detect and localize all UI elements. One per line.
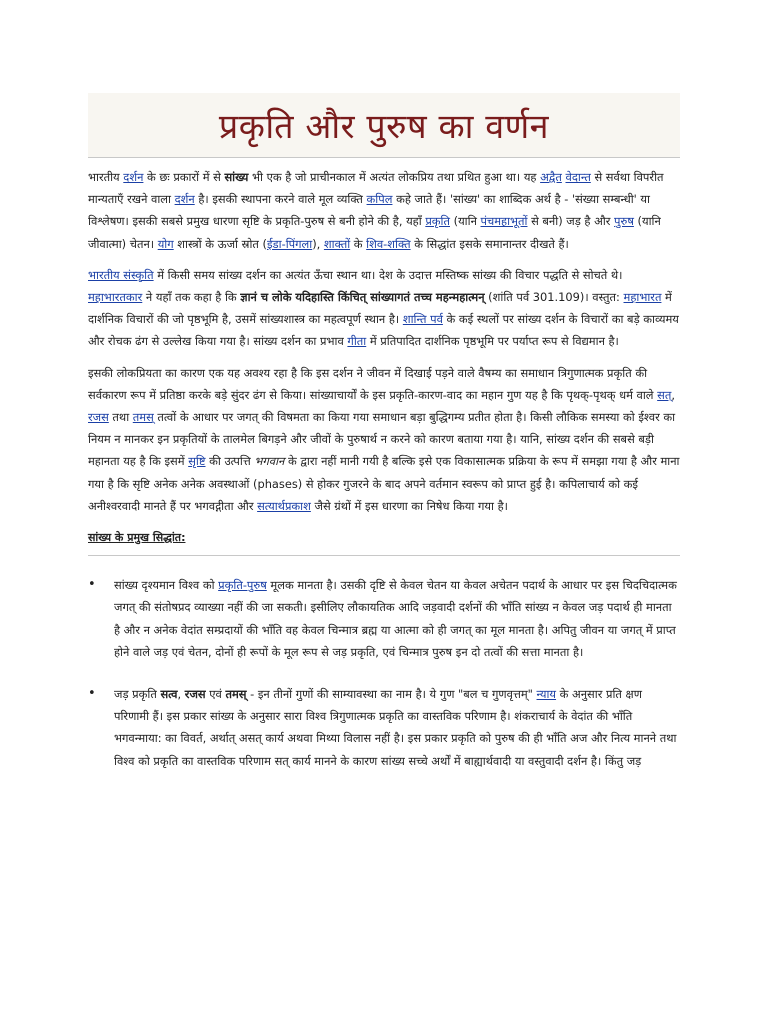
link-advait[interactable]: अद्वैत bbox=[540, 170, 562, 184]
paragraph-popularity bbox=[88, 362, 680, 517]
section-heading: सांख्य के प्रमुख सिद्धांत: bbox=[88, 527, 680, 556]
link-prakriti-purush[interactable]: प्रकृति-पुरुष bbox=[218, 578, 267, 593]
text: के द्वारा नहीं मानी गयी है बल्कि इसे एक विकासात्मक प्रक्रिया के रूप में समझा गया है और माना गया है कि सृष्टि अनेक अनेक अवस्थाओं (phases) से होकर गुजरने के बाद अपने वर्तमान स्वरूप को प्राप्त हुई है। कपिलाचार्य को कई अनीश्वरवादी मानते हैं पर भगवद्गीता और bbox=[88, 454, 680, 513]
text: के अनुसार प्रति क्षण परिणामी हैं। इस प्रकार सांख्य के अनुसार सारा विश्व त्रिगुणात्मक प्रकृति का वास्तविक परिणाम है। शंकराचार्य के वेदांत की भाँति भगवन्माया: का विवर्त, अर्थात् असत् कार्य अथवा मिथ्या विलास नहीं है। इस प्रकार प्रकृति को पुरुष की ही भाँति अज और नित्य मानने तथा विश्व को प्रकृति का वास्तविक परिणाम सत् कार्य मानने के कारण सांख्य सच्चे अर्थों में बाह्यार्थवादी या वस्तुवादी दर्शन है। किंतु जड़ bbox=[114, 687, 677, 768]
link-mahabharatkar[interactable]: महाभारतकार bbox=[88, 290, 143, 305]
text: के bbox=[350, 236, 367, 251]
link-vedant[interactable]: वेदान्त bbox=[565, 170, 591, 184]
text: में प्रतिपादित दार्शनिक पृष्ठभूमि पर पर्याप्त रूप से विद्यमान है। bbox=[366, 334, 619, 349]
link-prakriti[interactable]: प्रकृति bbox=[425, 214, 450, 229]
text: (यानि bbox=[450, 214, 481, 229]
link-yog[interactable]: योग bbox=[157, 236, 174, 251]
list-item bbox=[88, 574, 680, 663]
text: (यानि जीवात्मा) चेतन। bbox=[88, 214, 661, 251]
bold-sankhya: सांख्य bbox=[224, 170, 249, 184]
link-darshan-2[interactable]: दर्शन bbox=[174, 192, 195, 207]
text: तत्वों के आधार पर जगत् की विषमता का किया गया समाधान बड़ा बुद्धिगम्य प्रतीत होता है। किसी लौकिक समस्या को ईश्वर का नियम न मानकर इन प्रकृतियों के तालमेल बिगड़ने और जीवों के पुरुषार्थ न करने को कारण बताया गया है। यानि, सांख्य दर्शन की सबसे बड़ी महानता यह है कि इसमें bbox=[88, 410, 676, 469]
link-tamas[interactable]: तमस् bbox=[132, 410, 154, 425]
text: से सर्वथा विपरीत मान्यताएँ रखने वाला bbox=[88, 170, 664, 207]
text: (शांति पर्व 301.109)। वस्तुत: bbox=[484, 290, 624, 305]
paragraph-culture bbox=[88, 264, 680, 353]
text: , bbox=[671, 387, 675, 402]
link-sat[interactable]: सत् bbox=[657, 387, 672, 402]
text: सांख्य दृश्यमान विश्व को bbox=[114, 578, 219, 593]
text: इसकी लोकप्रियता का कारण एक यह अवश्य रहा है कि इस दर्शन ने जीवन में दिखाई पड़ने वाले वैषम्य का समाधान त्रिगुणात्मक प्रकृति की सर्वकारण रूप में प्रतिष्ठा करके बड़े सुंदर ढंग से किया। सांख्याचार्यों के इस प्रकृति-कारण-वाद का महान गुण यह है कि पृथक्-पृथक् धर्म वाले bbox=[88, 365, 658, 402]
paragraph-intro bbox=[88, 166, 680, 255]
link-shiv-shakti[interactable]: शिव-शक्ति bbox=[366, 236, 411, 251]
link-darshan[interactable]: दर्शन bbox=[123, 170, 144, 184]
text: के सिद्धांत इसके समानान्तर दीखते हैं। bbox=[410, 236, 569, 251]
link-rajas[interactable]: रजस bbox=[88, 410, 109, 425]
link-ida-pingala[interactable]: ईडा-पिंगला bbox=[266, 236, 313, 251]
bullet-icon: • bbox=[88, 686, 96, 702]
text: है। इसकी स्थापना करने वाले मूल व्यक्ति bbox=[194, 192, 367, 207]
text: ), bbox=[312, 236, 324, 251]
link-shanti-parv[interactable]: शान्ति पर्व bbox=[402, 312, 443, 327]
list-item bbox=[88, 683, 680, 772]
text: कहे जाते हैं। 'सांख्य' का शाब्दिक अर्थ है - 'संख्या सम्बन्धी' या विश्लेषण। इसकी सबसे प्रमुख धारणा सृष्टि के प्रकृति-पुरुष से बनी होने की है, यहाँ bbox=[88, 192, 650, 229]
principles-list bbox=[88, 574, 680, 772]
text: एवं bbox=[205, 687, 226, 702]
text: के छः प्रकारों में से bbox=[143, 170, 225, 184]
text: जड़ प्रकृति bbox=[114, 687, 161, 702]
text: , bbox=[177, 687, 185, 702]
text: भारतीय bbox=[88, 170, 124, 184]
link-kapil[interactable]: कपिल bbox=[366, 192, 393, 207]
link-purush[interactable]: पुरुष bbox=[614, 214, 634, 229]
text: जैसे ग्रंथों में इस धारणा का निषेध किया गया है। bbox=[310, 498, 508, 513]
bold-tamas: तमस् bbox=[225, 687, 247, 702]
link-panchmahabhut[interactable]: पंचमहाभूतों bbox=[480, 214, 528, 229]
link-nyay[interactable]: न्याय bbox=[536, 687, 557, 702]
page-title: प्रकृति और पुरुष का वर्णन bbox=[218, 107, 550, 147]
article-body bbox=[88, 166, 680, 792]
text: - इन तीनों गुणों की साम्यावस्था का नाम है। ये गुण "बल च गुणवृत्तम्" bbox=[246, 687, 537, 702]
link-satyarthprakash[interactable]: सत्यार्थप्रकाश bbox=[257, 498, 311, 513]
text: से बनी) जड़ है और bbox=[527, 214, 615, 229]
text: में किसी समय सांख्य दर्शन का अत्यंत ऊँचा स्थान था। देश के उदात्त मस्तिष्क सांख्य की विचार पद्धति से सोचते थे। bbox=[153, 267, 623, 282]
text: तथा bbox=[108, 410, 133, 425]
text: शास्त्रों के ऊर्जा स्रोत ( bbox=[173, 236, 267, 251]
bold-rajas: रजस bbox=[184, 687, 206, 702]
link-gita[interactable]: गीता bbox=[347, 334, 367, 349]
link-mahabharat[interactable]: महाभारत bbox=[623, 290, 662, 305]
text: ने यहाँ तक कहा है कि bbox=[142, 290, 241, 305]
text: के कई स्थलों पर सांख्य दर्शन के विचारों का बड़े काव्यमय और रोचक ढंग से उल्लेख किया गया है। सांख्य दर्शन का प्रभाव bbox=[88, 312, 679, 349]
text: की उत्पत्ति bbox=[205, 454, 255, 469]
text: भी एक है जो प्राचीनकाल में अत्यंत लोकप्रिय तथा प्रथित हुआ था। यह bbox=[248, 170, 541, 184]
bullet-icon: • bbox=[88, 577, 96, 593]
text: में दार्शनिक विचारों की जो पृष्ठभूमि है, उसमें सांख्यशास्त्र का महत्वपूर्ण स्थान है। bbox=[88, 290, 672, 327]
title-band bbox=[88, 93, 680, 158]
text: मूलक मानता है। उसकी दृष्टि से केवल चेतन या केवल अचेतन पदार्थ के आधार पर इस चिदचिदात्मक जगत् की संतोषप्रद व्याख्या नहीं की जा सकती। इसीलिए लौकायतिक आदि जड़वादी दर्शनों की भाँति सांख्य न केवल जड़ पदार्थ ही मानता है और न अनेक वेदांत सम्प्रदायों की भाँति वह केवल चिन्मात्र ब्रह्म या आत्मा को ही जगत् का मूल मानता है। अपितु जीवन या जगत् में प्राप्त होने वाले जड़ एवं चेतन, दोनों ही रूपों के मूल रूप से जड़ प्रकृति, एवं चिन्मात्र पुरुष इन दो तत्वों की सत्ता मानता है। bbox=[114, 578, 677, 659]
bold-quote: ज्ञानं च लोके यदिहास्ति किंचित् सांख्यागतं तच्च महन्महात्मन् bbox=[240, 290, 485, 305]
link-bharatiya-sanskriti[interactable]: भारतीय संस्कृति bbox=[88, 267, 154, 282]
italic-bhagwan: भगवान bbox=[254, 454, 285, 469]
bold-satva: सत्व bbox=[160, 687, 178, 702]
link-srishti[interactable]: सृष्टि bbox=[188, 454, 206, 469]
link-shakt[interactable]: शाक्तों bbox=[323, 236, 351, 251]
